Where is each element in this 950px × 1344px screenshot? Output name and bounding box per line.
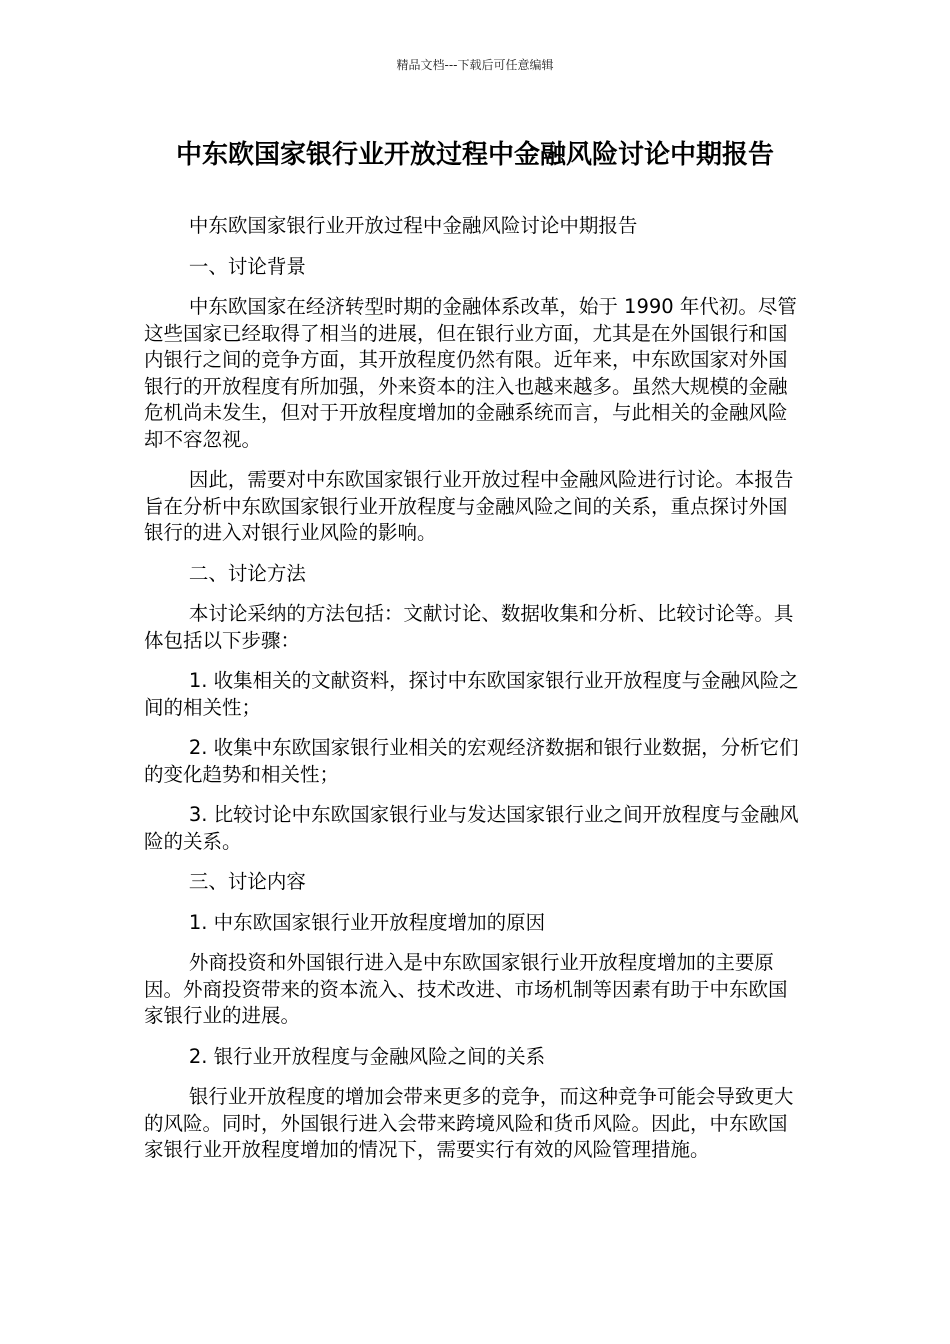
subheading-reasons: 1. 中东欧国家银行业开放程度增加的原因: [188, 910, 546, 934]
section-heading-method: 二、讨论方法: [188, 561, 306, 585]
paragraph-purpose: 因此，需要对中东欧国家银行业开放过程中金融风险进行讨论。本报告旨在分析中东欧国家银行业开放程度与金融风险之间的关系，重点探讨外国银行的进入对银行业风险的影响。: [144, 468, 794, 544]
method-step-3: 3. 比较讨论中东欧国家银行业与发达国家银行业之间开放程度与金融风险的关系。: [144, 803, 799, 853]
section-heading-background: 一、讨论背景: [188, 254, 306, 278]
subheading-relationship: 2. 银行业开放程度与金融风险之间的关系: [188, 1044, 546, 1068]
document-title: 中东欧国家银行业开放过程中金融风险讨论中期报告: [175, 140, 774, 170]
paragraph-reasons: 外商投资和外国银行进入是中东欧国家银行业开放程度增加的主要原因。外商投资带来的资本流入、技术改进、市场机制等因素有助于中东欧国家银行业的进展。: [144, 951, 788, 1027]
method-step-2: 2. 收集中东欧国家银行业相关的宏观经济数据和银行业数据，分析它们的变化趋势和相关性；: [144, 736, 799, 786]
paragraph-background: 中东欧国家在经济转型时期的金融体系改革，始于 1990 年代初。尽管这些国家已经取得了相当的进展，但在银行业方面，尤其是在外国银行和国内银行之间的竞争方面，其开放程度仍然有限。近年来，中东欧国家对外国银行的开放程度有所加强，外来资本的注入也越来越多。虽然大规模的金融危机尚未发生，但对于开放程度增加的金融系统而言，与此相关的金融风险却不容忽视。: [144, 295, 797, 451]
paragraph-method-intro: 本讨论采纳的方法包括：文献讨论、数据收集和分析、比较讨论等。具体包括以下步骤：: [144, 602, 794, 652]
document-body: [144, 213, 804, 1178]
paragraph-report-title: 中东欧国家银行业开放过程中金融风险讨论中期报告: [188, 214, 638, 237]
page-header: 精品文档---下载后可任意编辑: [396, 58, 554, 72]
paragraph-relationship: 银行业开放程度的增加会带来更多的竞争，而这种竞争可能会导致更大的风险。同时，外国银行进入会带来跨境风险和货币风险。因此，中东欧国家银行业开放程度增加的情况下，需要实行有效的风险管理措施。: [144, 1085, 794, 1161]
method-step-1: 1. 收集相关的文献资料，探讨中东欧国家银行业开放程度与金融风险之间的相关性；: [144, 669, 799, 719]
section-heading-content: 三、讨论内容: [188, 870, 306, 893]
